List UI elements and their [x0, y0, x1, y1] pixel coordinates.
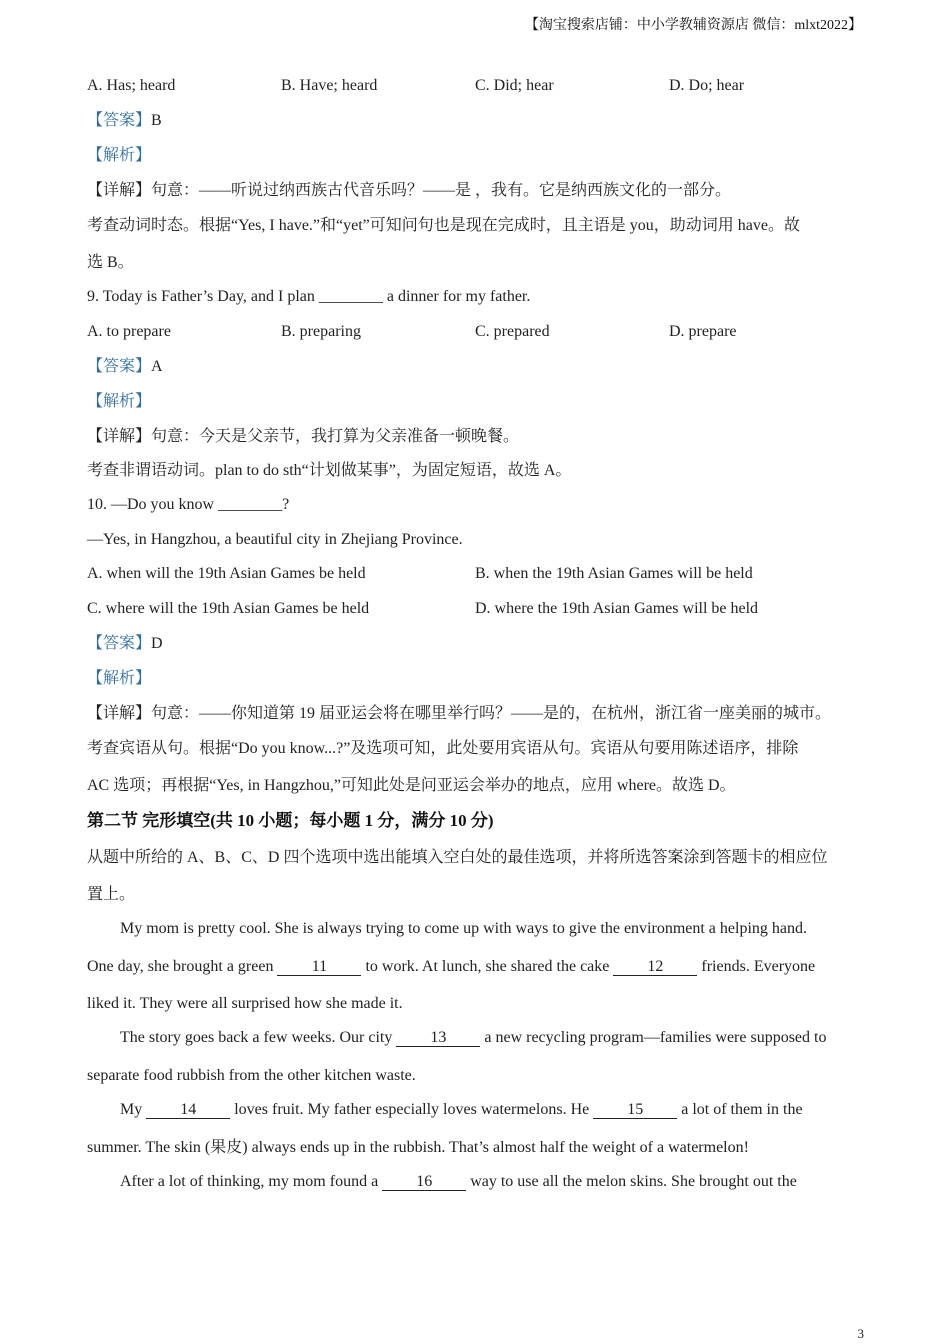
- answer-label: 【答案】: [87, 112, 152, 129]
- blank-12: 12: [613, 958, 697, 976]
- blank-16: 16: [382, 1173, 466, 1191]
- page-header: 【淘宝搜索店铺：中小学教辅资源店 微信：mlxt2022】: [524, 18, 862, 33]
- section-title: 第二节 完形填空(共 10 小题；每小题 1 分，满分 10 分): [87, 811, 494, 830]
- section-instruction-line2: 置上。: [87, 886, 136, 903]
- passage-p3-line2: summer. The skin (果皮) always ends up in the rubbish. That’s almost half the weight of a watermelon!: [87, 1139, 749, 1156]
- answer-value: B: [151, 112, 162, 129]
- q10-detail: 【详解】句意：——你知道第 19 届亚运会将在哪里举行吗？——是的，在杭州，浙江省一座美丽的城市。: [87, 705, 832, 722]
- answer-value: A: [151, 358, 163, 375]
- q9-question: 9. Today is Father’s Day, and I plan ________ a dinner for my father.: [87, 288, 531, 305]
- q8-option-c: C. Did; hear: [475, 77, 554, 94]
- passage-p2-line1: The story goes back a few weeks. Our city 13 a new recycling program—families were supposed to: [120, 1029, 827, 1046]
- q10-option-c: C. where will the 19th Asian Games be held: [87, 600, 370, 617]
- answer-label: 【答案】: [87, 358, 152, 375]
- q9-explain-line1: 考查非谓语动词。plan to do sth“计划做某事”，为固定短语，故选 A。: [87, 462, 572, 479]
- q8-explain-line1: 考查动词时态。根据“Yes, I have.”和“yet”可知问句也是现在完成时，且主语是 you，助动词用 have。故: [87, 217, 800, 234]
- q8-detail: 【详解】句意：——听说过纳西族古代音乐吗？——是 ，我有。它是纳西族文化的一部分。: [87, 182, 732, 199]
- q9-analysis-label: 【解析】: [87, 393, 152, 410]
- q8-explain-line2: 选 B。: [87, 254, 134, 271]
- answer-value: D: [151, 635, 163, 652]
- q10-reply: —Yes, in Hangzhou, a beautiful city in Zhejiang Province.: [87, 531, 463, 548]
- q10-option-d: D. where the 19th Asian Games will be held: [475, 600, 759, 617]
- q10-option-a: A. when will the 19th Asian Games be held: [87, 565, 366, 582]
- passage-p2-line2: separate food rubbish from the other kitchen waste.: [87, 1067, 416, 1084]
- q8-option-b: B. Have; heard: [281, 77, 378, 94]
- blank-15: 15: [593, 1101, 677, 1119]
- q8-option-d: D. Do; hear: [669, 77, 745, 94]
- answer-label: 【答案】: [87, 635, 152, 652]
- q9-option-c: C. prepared: [475, 323, 550, 340]
- passage-p3-line1: My 14 loves fruit. My father especially loves watermelons. He 15 a lot of them in the: [120, 1101, 803, 1118]
- passage-p4-line1: After a lot of thinking, my mom found a 16 way to use all the melon skins. She brought out the: [120, 1173, 797, 1190]
- q9-option-b: B. preparing: [281, 323, 361, 340]
- q8-option-a: A. Has; heard: [87, 77, 176, 94]
- page-number: 3: [857, 1326, 864, 1341]
- q8-analysis-label: 【解析】: [87, 147, 152, 164]
- q10-option-b: B. when the 19th Asian Games will be held: [475, 565, 753, 582]
- q10-explain-line1: 考查宾语从句。根据“Do you know...?”及选项可知，此处要用宾语从句。宾语从句要用陈述语序，排除: [87, 740, 799, 757]
- blank-14: 14: [146, 1101, 230, 1119]
- passage-p1-line1: My mom is pretty cool. She is always trying to come up with ways to give the environment a helping hand.: [120, 920, 807, 937]
- q9-option-a: A. to prepare: [87, 323, 171, 340]
- q10-answer: [87, 634, 163, 654]
- passage-p1-line2: One day, she brought a green 11 to work. At lunch, she shared the cake 12 friends. Everyone: [87, 958, 816, 975]
- q10-question: 10. —Do you know ________?: [87, 496, 290, 513]
- blank-13: 13: [396, 1029, 480, 1047]
- q10-analysis-label: 【解析】: [87, 670, 152, 687]
- q8-answer: [87, 111, 162, 131]
- q9-detail: 【详解】句意：今天是父亲节，我打算为父亲准备一顿晚餐。: [87, 428, 520, 445]
- q9-option-d: D. prepare: [669, 323, 737, 340]
- blank-11: 11: [277, 958, 361, 976]
- passage-p1-line3: liked it. They were all surprised how she made it.: [87, 995, 403, 1012]
- q10-explain-line2: AC 选项；再根据“Yes, in Hangzhou,”可知此处是问亚运会举办的地点，应用 where。故选 D。: [87, 777, 736, 794]
- section-instruction-line1: 从题中所给的 A、B、C、D 四个选项中选出能填入空白处的最佳选项，并将所选答案涂到答题卡的相应位: [87, 849, 828, 866]
- q9-answer: [87, 357, 163, 377]
